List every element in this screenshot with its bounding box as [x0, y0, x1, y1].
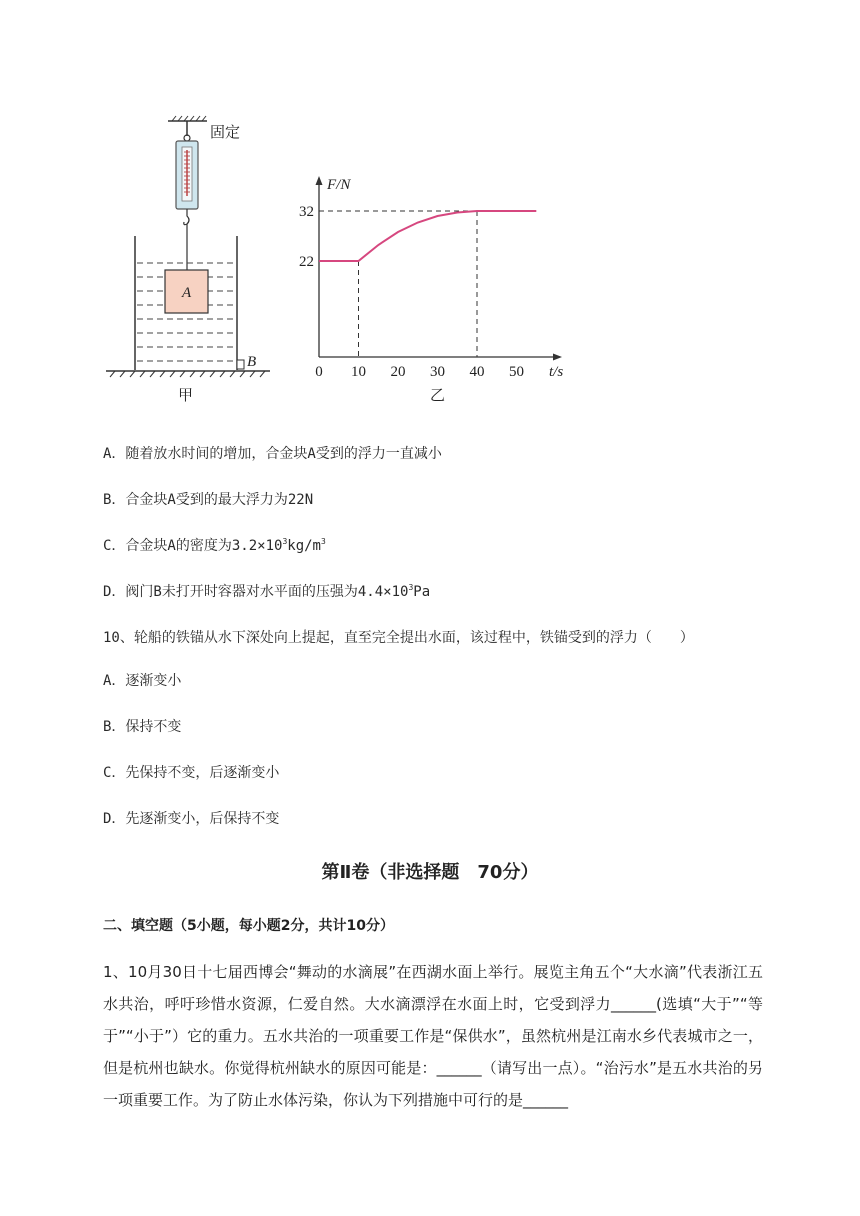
x-axis-arrow: [553, 354, 562, 361]
q10-option-d: D．先逐渐变小，后保持不变: [103, 811, 280, 827]
x-axis-label: t/s: [549, 364, 564, 380]
q9-option-c: [103, 535, 326, 555]
q9-option-d-pre: D．阀门B未打开时容器对水平面的压强为4.4×10: [103, 584, 409, 600]
fixed-label: 固定: [210, 123, 241, 141]
force-time-graph: [299, 176, 563, 404]
q10-stem: 10、轮船的铁锚从水下深处向上提起，直至完全提出水面，该过程中，铁锚受到的浮力（ ）: [103, 630, 694, 646]
part2-title: 第Ⅱ卷（非选择题 70分）: [321, 862, 539, 883]
block-a-label: A: [182, 285, 192, 301]
q10-option-c: C．先保持不变，后逐渐变小: [103, 765, 280, 781]
x-tick-label: 10: [351, 364, 366, 380]
q10-option-b: B．保持不变: [103, 719, 182, 735]
graph-caption: 乙: [430, 386, 446, 404]
q9-option-c-sup1: 3: [282, 537, 288, 546]
q9-option-d: [103, 581, 430, 601]
y-axis-arrow: [316, 176, 323, 185]
x-tick-label: 40: [469, 364, 485, 380]
valve-b-label: B: [247, 354, 257, 370]
x-tick-labels: [315, 364, 524, 380]
x-tick-label: 50: [509, 364, 524, 380]
apparatus-caption: 甲: [178, 386, 194, 404]
q9-option-d-mid: Pa: [413, 584, 431, 600]
apparatus-diagram: [106, 116, 270, 404]
y-axis-label: F/N: [327, 177, 351, 193]
q9-option-c-sup2: 3: [320, 537, 326, 546]
q9-option-c-mid: kg/m: [287, 538, 321, 554]
q9-option-a: A．随着放水时间的增加，合金块A受到的浮力一直减小: [103, 446, 442, 462]
section-heading: 二、填空题（5小题，每小题2分，共计10分）: [103, 918, 394, 934]
force-curve: [319, 211, 536, 261]
x-tick-label: 20: [390, 364, 406, 380]
valve-b: [237, 360, 244, 369]
q9-option-c-pre: C．合金块A的密度为3.2×10: [103, 538, 283, 554]
y-tick-label: 32: [299, 204, 314, 220]
physics-figure: [0, 0, 860, 420]
q10-option-a: A．逐渐变小: [103, 673, 182, 689]
y-tick-label: 22: [299, 254, 314, 270]
x-tick-label: 0: [315, 364, 323, 380]
question-1-text: 1、10月30日十七届西博会“舞动的水滴展”在西湖水面上举行。展览主角五个“大水滴”代表浙江五水共治，呼吁珍惜水资源，仁爱自然。大水滴漂浮在水面上时，它受到浮力______(选填“大于”“等于”“小于”）它的重力。五水共治的一项重要工作是“保供水”，虽然杭州是江南水乡代表城市之一，但是杭州也缺水。你觉得杭州缺水的原因可能是：______（请写出一点）。“治污水”是五水共治的另一项重要工作。为了防止水体污染，你认为下列措施中可行的是______: [103, 963, 763, 1109]
q9-option-b: B．合金块A受到的最大浮力为22N: [103, 492, 314, 508]
q9-option-d-sup1: 3: [408, 583, 414, 592]
x-tick-label: 30: [430, 364, 445, 380]
y-tick-labels: [299, 204, 314, 270]
